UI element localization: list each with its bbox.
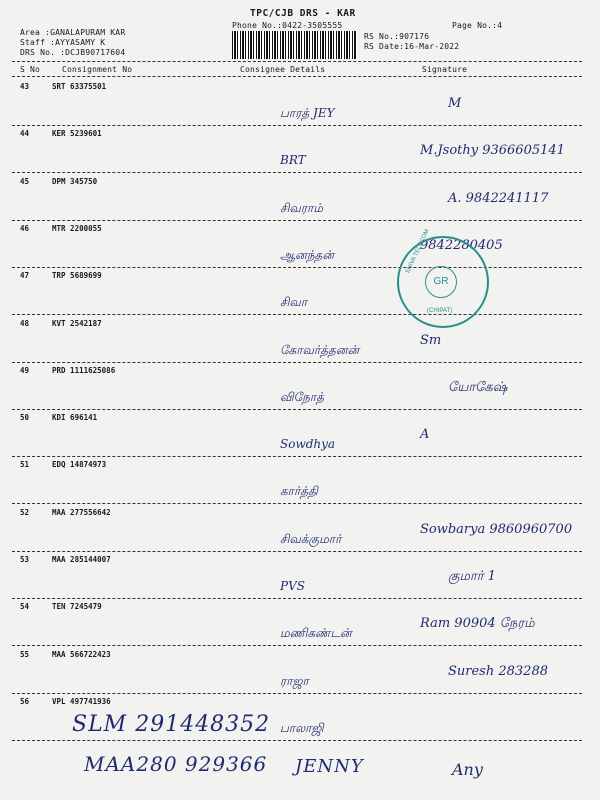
footer-signature: Any (452, 760, 483, 779)
area-field: Area :GANALAPURAM KAR (20, 28, 126, 37)
row-divider (12, 740, 582, 741)
row-divider (12, 125, 582, 126)
row-divider (12, 598, 582, 599)
stamp-text-top: SHIVA TELECOM (405, 228, 431, 275)
rs-date: RS Date:16-Mar-2022 (364, 42, 460, 51)
staff-field: Staff :AYYASAMY K (20, 38, 106, 47)
row-sno: 49 (20, 366, 30, 375)
row-sno: 46 (20, 224, 30, 233)
row-consignment: DPM 345750 (52, 177, 98, 186)
row-sno: 50 (20, 413, 30, 422)
row-sno: 44 (20, 129, 30, 138)
row-consignment: PRD 1111625086 (52, 366, 116, 375)
phone-number: Phone No.:0422-3505555 (232, 21, 343, 30)
row-consignee: BRT (280, 153, 306, 167)
row-consignee: கார்த்தி (280, 484, 318, 498)
row-signature: A (420, 427, 430, 442)
row-sno: 47 (20, 271, 30, 280)
row-sno: 43 (20, 82, 30, 91)
row-signature: Sm (420, 333, 442, 348)
row-divider (12, 172, 582, 173)
row-consignment: MAA 285144007 (52, 555, 111, 564)
column-sno: S No (20, 65, 41, 74)
column-consignment: Consignment No (62, 65, 133, 74)
column-divider (12, 76, 582, 77)
row-divider (12, 409, 582, 410)
row-consignee: பாரத் JEY (280, 106, 335, 120)
row-consignee: PVS (280, 579, 305, 593)
company-stamp (397, 228, 489, 328)
row-divider (12, 503, 582, 504)
row-divider (12, 693, 582, 694)
column-signature: Signature (422, 65, 468, 74)
row-signature: குமார் 1 (448, 569, 496, 584)
rs-number: RS No.:907176 (364, 32, 430, 41)
row-signature: 9842280405 (420, 238, 503, 253)
row-divider (12, 645, 582, 646)
row-signature: யோகேஷ் (448, 380, 508, 395)
row-signature: A. 9842241117 (448, 191, 549, 206)
row-divider (12, 314, 582, 315)
row-signature: Suresh 283288 (448, 664, 548, 679)
row-consignment: SRT 63375501 (52, 82, 107, 91)
drs-number: DRS No. :DCJB90717604 (20, 48, 126, 57)
row-signature: Ram 90904 நேரம் (420, 616, 535, 631)
barcode (232, 31, 357, 59)
row-sno: 51 (20, 460, 30, 469)
row-divider (12, 362, 582, 363)
row-sno: 48 (20, 319, 30, 328)
row-sno: 56 (20, 697, 30, 706)
row-consignment: MAA 566722423 (52, 650, 111, 659)
row-consignment: KVT 2542187 (52, 319, 102, 328)
drs-title: TPC/CJB DRS - KAR (250, 8, 356, 19)
header-divider (12, 61, 582, 62)
row-consignee: சிவா (280, 295, 308, 309)
row-consignee: விநோத் (280, 390, 324, 404)
row-consignee: சிவக்குமார் (280, 532, 342, 546)
row-consignee: Sowdhya (280, 437, 336, 451)
row-consignment: MAA 277556642 (52, 508, 111, 517)
row-consignment: VPL 497741936 (52, 697, 111, 706)
row-consignment: KER 5239601 (52, 129, 102, 138)
footer-note-1: SLM 291448352 (72, 712, 271, 737)
row-divider (12, 456, 582, 457)
row-sno: 54 (20, 602, 30, 611)
row-signature: M (448, 96, 462, 111)
row-consignment: TRP 5689699 (52, 271, 102, 280)
row-consignment: MTR 2200055 (52, 224, 102, 233)
row-divider (12, 551, 582, 552)
column-consignee: Consignee Details (240, 65, 326, 74)
row-sno: 53 (20, 555, 30, 564)
row-consignment: TEN 7245479 (52, 602, 102, 611)
row-consignee: சிவராம் (280, 201, 324, 215)
row-sno: 55 (20, 650, 30, 659)
row-sno: 52 (20, 508, 30, 517)
row-signature: Sowbarya 9860960700 (420, 522, 573, 537)
row-signature: M.Jsothy 9366605141 (420, 143, 565, 158)
row-consignee: ஆனந்தன் (280, 248, 334, 262)
row-consignee: மணிகண்டன் (280, 626, 352, 640)
footer-note-2: MAA280 929366 (84, 752, 268, 776)
row-consignment: KDI 696141 (52, 413, 98, 422)
row-sno: 45 (20, 177, 30, 186)
row-consignee: ராஜா (280, 674, 309, 688)
footer-note-name: JENNY (295, 756, 364, 777)
stamp-center: GR (425, 266, 457, 298)
row-divider (12, 220, 582, 221)
stamp-text-bottom: (CHIPAT) (427, 308, 453, 314)
row-consignment: EDQ 14874973 (52, 460, 107, 469)
page-number: Page No.:4 (452, 21, 503, 30)
row-divider (12, 267, 582, 268)
row-consignee: கோவர்த்தனன் (280, 343, 360, 357)
row-consignee: பாலாஜி (280, 721, 324, 735)
